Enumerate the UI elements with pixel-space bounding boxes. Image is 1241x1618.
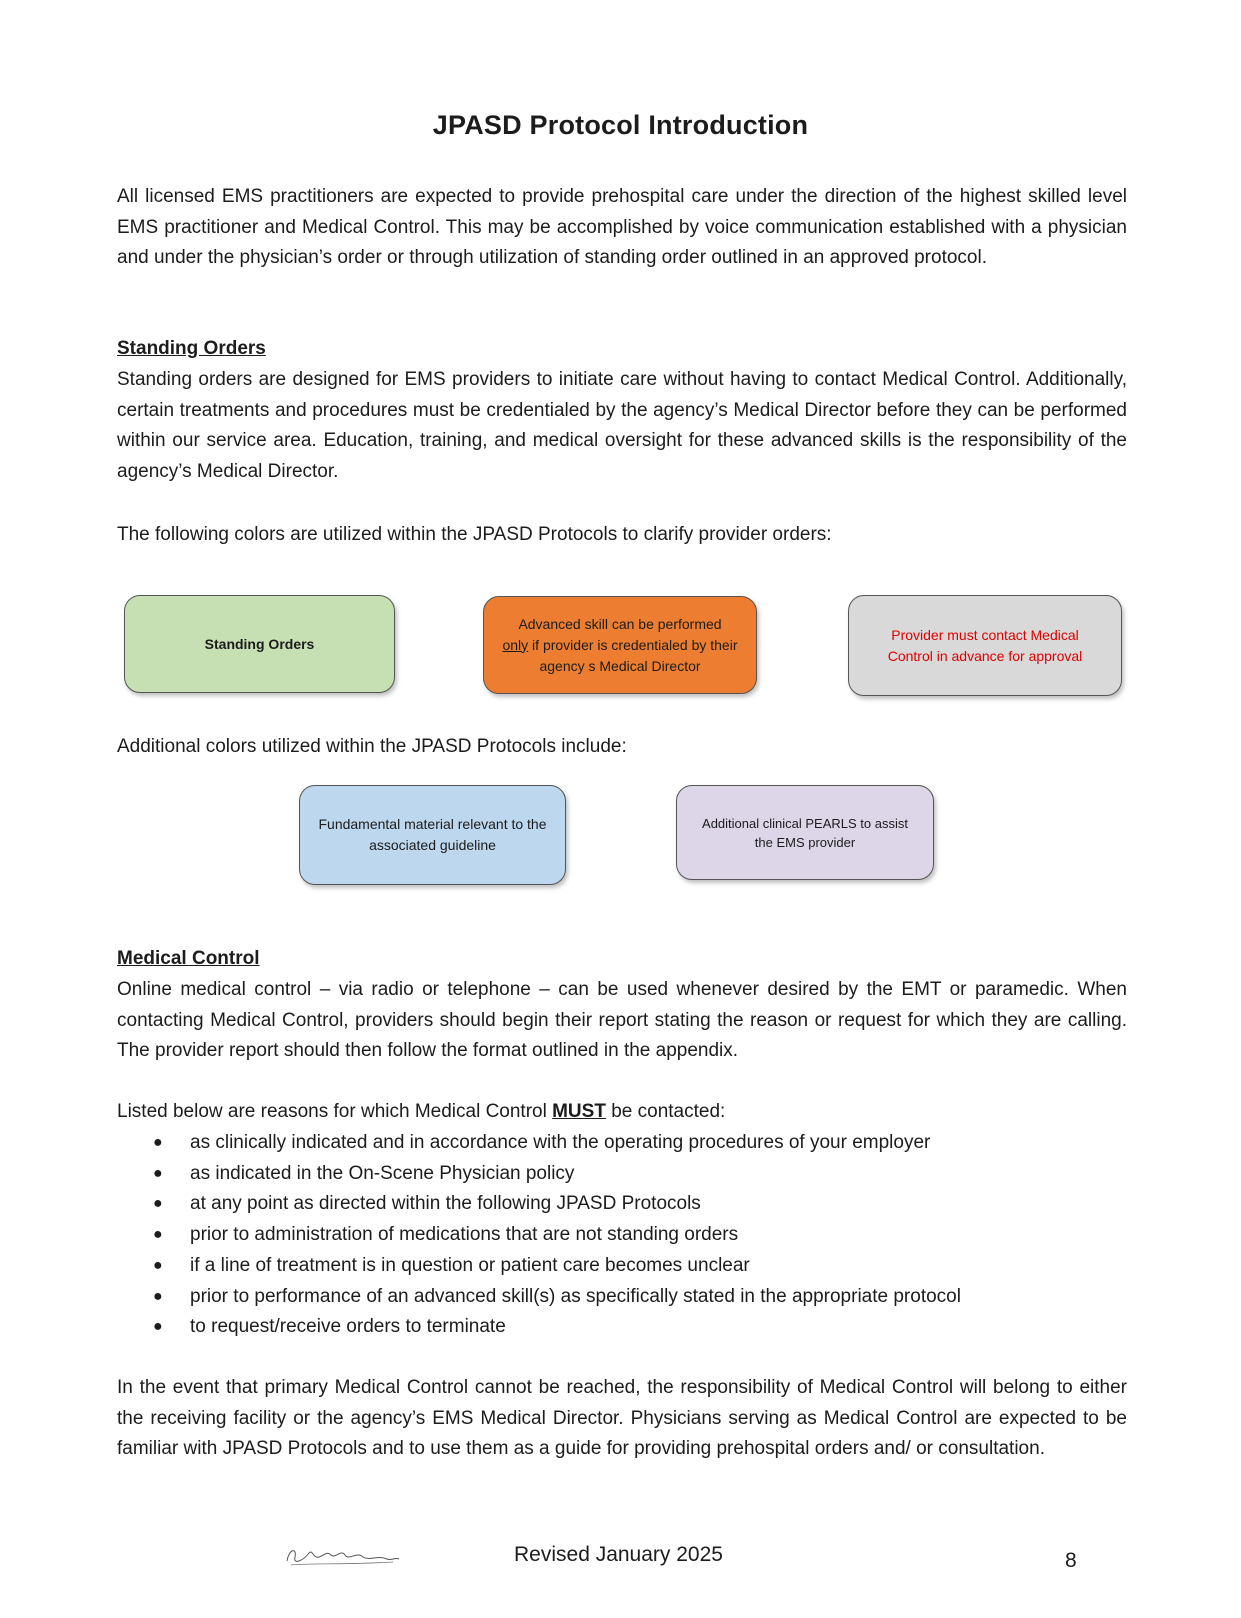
advanced-skill-color-box — [483, 596, 757, 694]
standing-orders-color-box — [124, 595, 395, 693]
page-number: 8 — [1065, 1549, 1077, 1572]
signature-image — [283, 1541, 403, 1569]
fundamental-material-box-label: Fundamental material relevant to the associated guideline — [318, 816, 547, 853]
list-item: ● prior to performance of an advanced skill(s) as specifically stated in the appropriate protocol — [117, 1282, 961, 1313]
revised-date: Revised January 2025 — [514, 1543, 723, 1566]
standing-orders-box-label: Standing Orders — [204, 635, 315, 652]
contact-medical-control-color-box — [848, 595, 1122, 696]
page-title: JPASD Protocol Introduction — [432, 110, 809, 140]
reasons-list — [117, 1128, 961, 1343]
closing-paragraph: In the event that primary Medical Control cannot be reached, the responsibility of Medical Control will belong to either the receiving facility or the agency’s EMS Medical Director. Physicians serving as Medical Control are expected to be familiar with JPASD Protocols and to use them as a guide for providing prehospital orders and/ or consultation. — [117, 1377, 1127, 1459]
additional-colors-intro-text: Additional colors utilized within the JPASD Protocols include: — [117, 736, 627, 757]
bullet-icon: ● — [153, 1226, 163, 1244]
list-item: ● as clinically indicated and in accordance with the operating procedures of your employer — [117, 1128, 961, 1159]
advanced-skill-box-label: Advanced skill can be performed only if provider is credentialed by their agency s Medical Director — [502, 615, 738, 674]
list-item: ● as indicated in the On-Scene Physician policy — [117, 1159, 961, 1190]
must-contact-intro: Listed below are reasons for which Medical Control MUST be contacted: — [117, 1101, 726, 1122]
bullet-icon: ● — [153, 1287, 163, 1305]
list-item: ● prior to administration of medications that are not standing orders — [117, 1220, 961, 1251]
clinical-pearls-box-label: Additional clinical PEARLS to assist the EMS provider — [702, 815, 908, 850]
bullet-icon: ● — [153, 1134, 163, 1151]
bullet-icon: ● — [153, 1318, 163, 1336]
list-item: ● at any point as directed within the following JPASD Protocols — [117, 1189, 961, 1220]
intro-paragraph: All licensed EMS practitioners are expected to provide prehospital care under the direction of the highest skilled level EMS practitioner and Medical Control. This may be accomplished by voice communication established with a physician and under the physician’s order or through utilization of standing order outlined in an approved protocol. — [117, 186, 1127, 268]
fundamental-material-color-box — [299, 785, 566, 885]
medical-control-paragraph: Online medical control – via radio or telephone – can be used whenever desired by the EMT or paramedic. When contacting Medical Control, providers should begin their report stating the reason or request for which they are calling. The provider report should then follow the format outlined in the appendix. — [117, 979, 1127, 1061]
clinical-pearls-color-box — [676, 785, 934, 880]
bullet-icon: ● — [153, 1164, 163, 1182]
contact-medical-control-box-label: Provider must contact Medical Control in advance for approval — [887, 626, 1083, 664]
list-item: ● if a line of treatment is in question or patient care becomes unclear — [117, 1251, 961, 1282]
colors-intro-text: The following colors are utilized within the JPASD Protocols to clarify provider orders: — [117, 524, 832, 545]
bullet-icon: ● — [153, 1256, 163, 1274]
standing-orders-heading: Standing Orders — [117, 338, 266, 359]
medical-control-heading: Medical Control — [117, 948, 260, 969]
standing-orders-paragraph: Standing orders are designed for EMS providers to initiate care without having to contact Medical Control. Additionally, certain treatments and procedures must be credentialed by the agency’s Medical Director before they can be performed within our service area. Education, training, and medical oversight for these advanced skills is the responsibility of the agency’s Medical Director. — [117, 369, 1127, 482]
bullet-icon: ● — [153, 1195, 163, 1213]
list-item: ● to request/receive orders to terminate — [117, 1312, 961, 1343]
